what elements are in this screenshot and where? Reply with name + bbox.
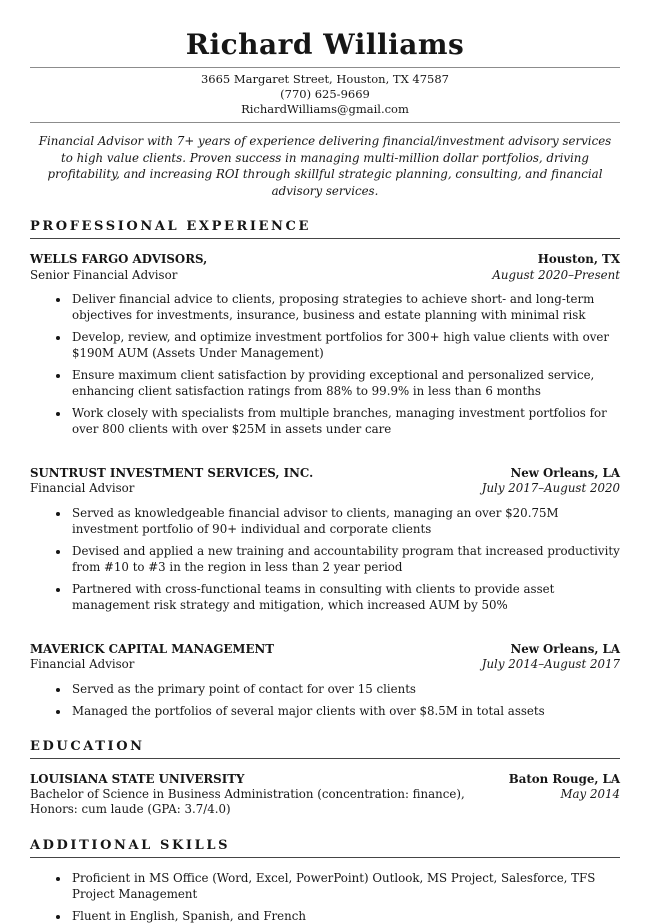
job-bullet: • Work closely with specialists from multiple branches, managing investment portfolios for over 800 clients with over $25M in assets under care xyxy=(70,405,620,437)
skills-bullet-list xyxy=(30,870,620,924)
section-heading-education: EDUCATION xyxy=(30,739,620,759)
job-subheader-row xyxy=(30,268,620,283)
degree-name: Bachelor of Science in Business Administration (concentration: finance), xyxy=(30,786,465,801)
education-header-row xyxy=(30,772,620,787)
job-bullet-list xyxy=(30,505,620,613)
job-dates: August 2020–Present xyxy=(492,267,620,282)
job-bullet: • Devised and applied a new training and accountability program that increased productivity from #10 to #3 in the region in less than 2 year period xyxy=(70,543,620,575)
job-wells-fargo xyxy=(30,252,620,437)
job-subheader-row xyxy=(30,481,620,496)
education-degree-row xyxy=(30,787,620,802)
job-dates: July 2017–August 2020 xyxy=(481,481,620,496)
company-name: SUNTRUST INVESTMENT SERVICES, INC. xyxy=(30,466,314,481)
education-block xyxy=(30,772,620,818)
job-location: New Orleans, LA xyxy=(510,641,620,656)
job-bullet: • Develop, review, and optimize investment portfolios for 300+ high value clients with over $190M AUM (Assets Under Management) xyxy=(70,329,620,361)
school-name: LOUISIANA STATE UNIVERSITY xyxy=(30,771,245,786)
divider-under-contact xyxy=(30,122,620,123)
job-header-row xyxy=(30,642,620,657)
section-heading-experience: PROFESSIONAL EXPERIENCE xyxy=(30,219,620,239)
section-heading-skills: ADDITIONAL SKILLS xyxy=(30,838,620,858)
contact-phone: (770) 625-9669 xyxy=(280,86,370,101)
summary-text: Financial Advisor with 7+ years of experience delivering financial/investment advisory services to high value clients. Proven success in managing multi-million dollar portfolios, driving profitability, and increasing ROI through skillful strategic planning, consulting, and financial advisory services. xyxy=(38,134,612,198)
divider-under-name xyxy=(30,67,620,68)
contact-email: RichardWilliams@gmail.com xyxy=(241,101,409,116)
job-location: New Orleans, LA xyxy=(510,466,620,481)
job-bullet: • Served as knowledgeable financial advisor to clients, managing an over $20.75M investment portfolio of 90+ individual and corporate clients xyxy=(70,505,620,537)
job-title: Financial Advisor xyxy=(30,657,135,672)
contact-block xyxy=(30,72,620,118)
job-title: Senior Financial Advisor xyxy=(30,267,178,282)
person-name: Richard Williams xyxy=(185,28,465,61)
company-name: MAVERICK CAPITAL MANAGEMENT xyxy=(30,641,275,656)
job-bullet: • Ensure maximum client satisfaction by providing exceptional and personalized service, enhancing client satisfaction ratings from 88% to 99.9% in less than 6 months xyxy=(70,367,620,399)
job-title: Financial Advisor xyxy=(30,481,135,496)
job-bullet: • Partnered with cross-functional teams in consulting with clients to provide asset management risk strategy and mitigation, which increased AUM by 50% xyxy=(70,581,620,613)
skill-bullet: • Fluent in English, Spanish, and French xyxy=(70,908,620,924)
graduation-date: May 2014 xyxy=(560,786,620,801)
job-header-row xyxy=(30,466,620,481)
skill-bullet: • Proficient in MS Office (Word, Excel, PowerPoint) Outlook, MS Project, Salesforce, TFS Project Management xyxy=(70,870,620,902)
job-bullet: • Managed the portfolios of several major clients with over $8.5M in total assets xyxy=(70,703,620,719)
job-maverick xyxy=(30,642,620,719)
contact-address: 3665 Margaret Street, Houston, TX 47587 xyxy=(200,71,449,86)
job-bullet: • Served as the primary point of contact for over 15 clients xyxy=(70,681,620,697)
job-bullet-list xyxy=(30,291,620,437)
honors-line: Honors: cum laude (GPA: 3.7/4.0) xyxy=(30,802,231,817)
job-bullet: • Deliver financial advice to clients, proposing strategies to achieve short- and long-term objectives for investments, insurance, business and estate planning with minimal risk xyxy=(70,291,620,323)
job-location: Houston, TX xyxy=(537,252,620,267)
job-suntrust xyxy=(30,466,620,613)
school-location: Baton Rouge, LA xyxy=(508,771,620,786)
job-subheader-row xyxy=(30,657,620,672)
job-dates: July 2014–August 2017 xyxy=(481,657,620,672)
job-header-row xyxy=(30,252,620,267)
company-name: WELLS FARGO ADVISORS, xyxy=(30,252,208,267)
job-bullet-list xyxy=(30,681,620,719)
